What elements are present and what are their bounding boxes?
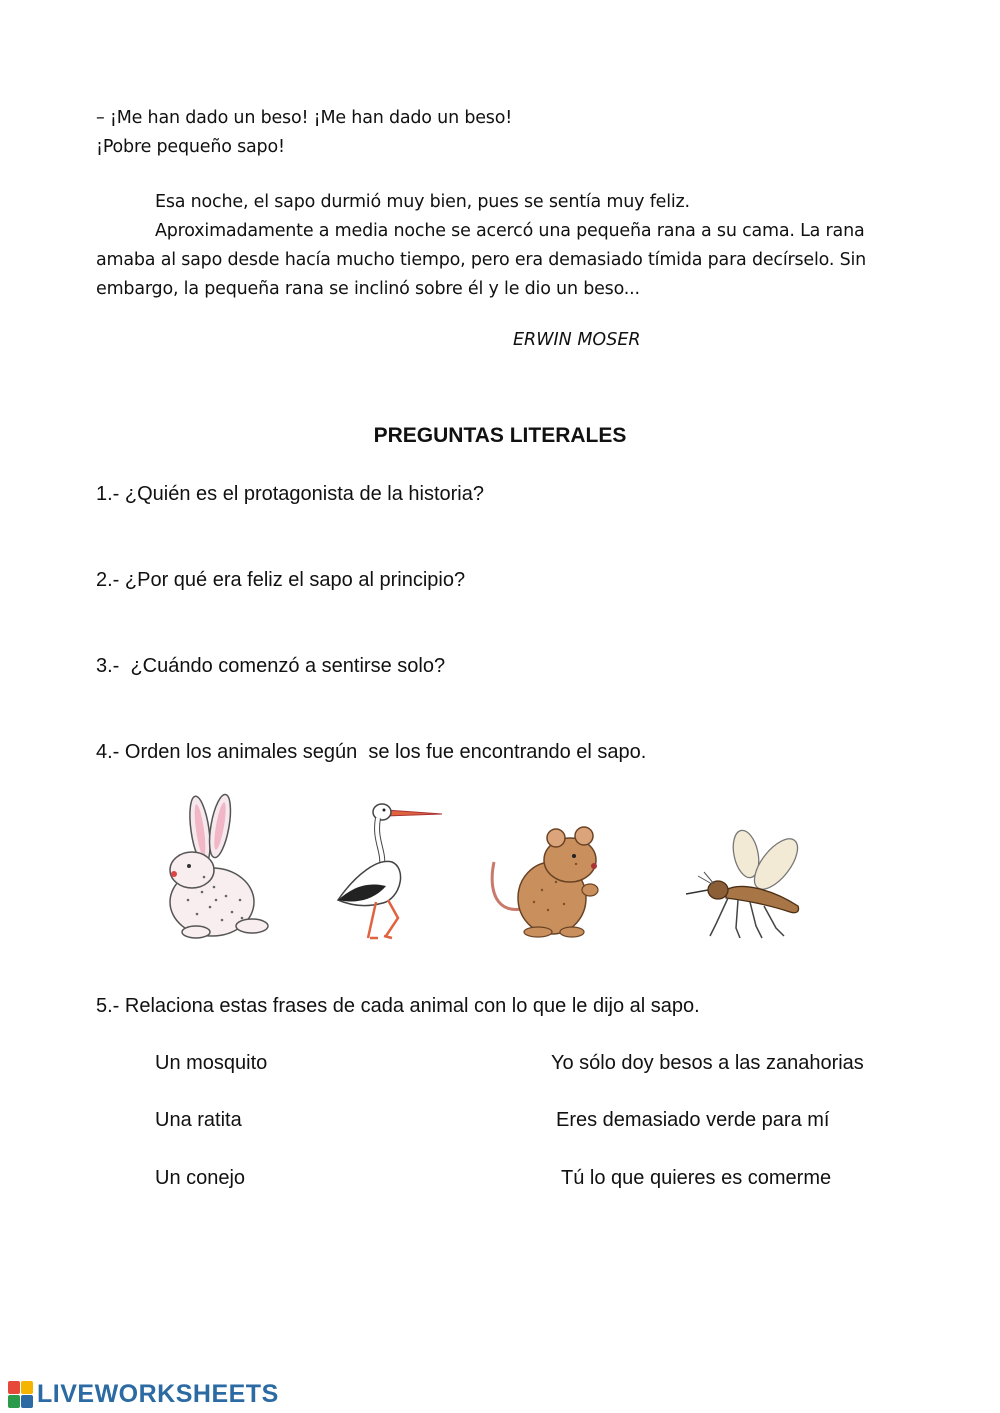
- question-4: 4.- Orden los animales según se los fue encontrando el sapo.: [96, 741, 647, 763]
- story-line-2: ¡Pobre pequeño sapo!: [96, 137, 285, 157]
- story-line-1: – ¡Me han dado un beso! ¡Me han dado un beso!: [96, 108, 513, 128]
- section-title: PREGUNTAS LITERALES: [373, 424, 627, 447]
- match-left-item: Un mosquito: [155, 1052, 268, 1074]
- mouse-icon: [486, 820, 618, 940]
- question-2: 2.- ¿Por qué era feliz el sapo al principio?: [96, 569, 466, 591]
- question-1: 1.- ¿Quién es el protagonista de la historia?: [96, 483, 484, 505]
- match-right-item: Tú lo que quieres es comerme: [561, 1167, 832, 1189]
- match-left-item: Un conejo: [155, 1167, 246, 1189]
- story-text: [96, 104, 908, 304]
- story-paragraph-2: Aproximadamente a media noche se acercó una pequeña rana a su cama. La rana amaba al sapo desde hacía mucho tiempo, pero era demasiado tímida para decírselo. Sin embargo, la pequeña rana se inclinó sobre él y le dio un beso...: [96, 221, 867, 299]
- question-3: 3.- ¿Cuándo comenzó a sentirse solo?: [96, 655, 446, 677]
- mosquito-icon: [680, 828, 814, 940]
- brand-name: LIVEWORKSHEETS: [37, 1380, 279, 1408]
- rabbit-icon: [152, 792, 282, 944]
- match-right-item: Yo sólo doy besos a las zanahorias: [551, 1052, 864, 1074]
- liveworksheets-logo: [8, 1380, 279, 1409]
- question-5: 5.- Relaciona estas frases de cada animal con lo que le dijo al sapo.: [96, 995, 700, 1017]
- logo-icon: [8, 1381, 34, 1409]
- match-right-item: Eres demasiado verde para mí: [556, 1109, 830, 1131]
- match-left-item: Una ratita: [155, 1109, 242, 1131]
- stork-icon: [326, 790, 448, 942]
- story-author: ERWIN MOSER: [513, 330, 641, 350]
- story-paragraph-1: Esa noche, el sapo durmió muy bien, pues se sentía muy feliz.: [155, 192, 690, 212]
